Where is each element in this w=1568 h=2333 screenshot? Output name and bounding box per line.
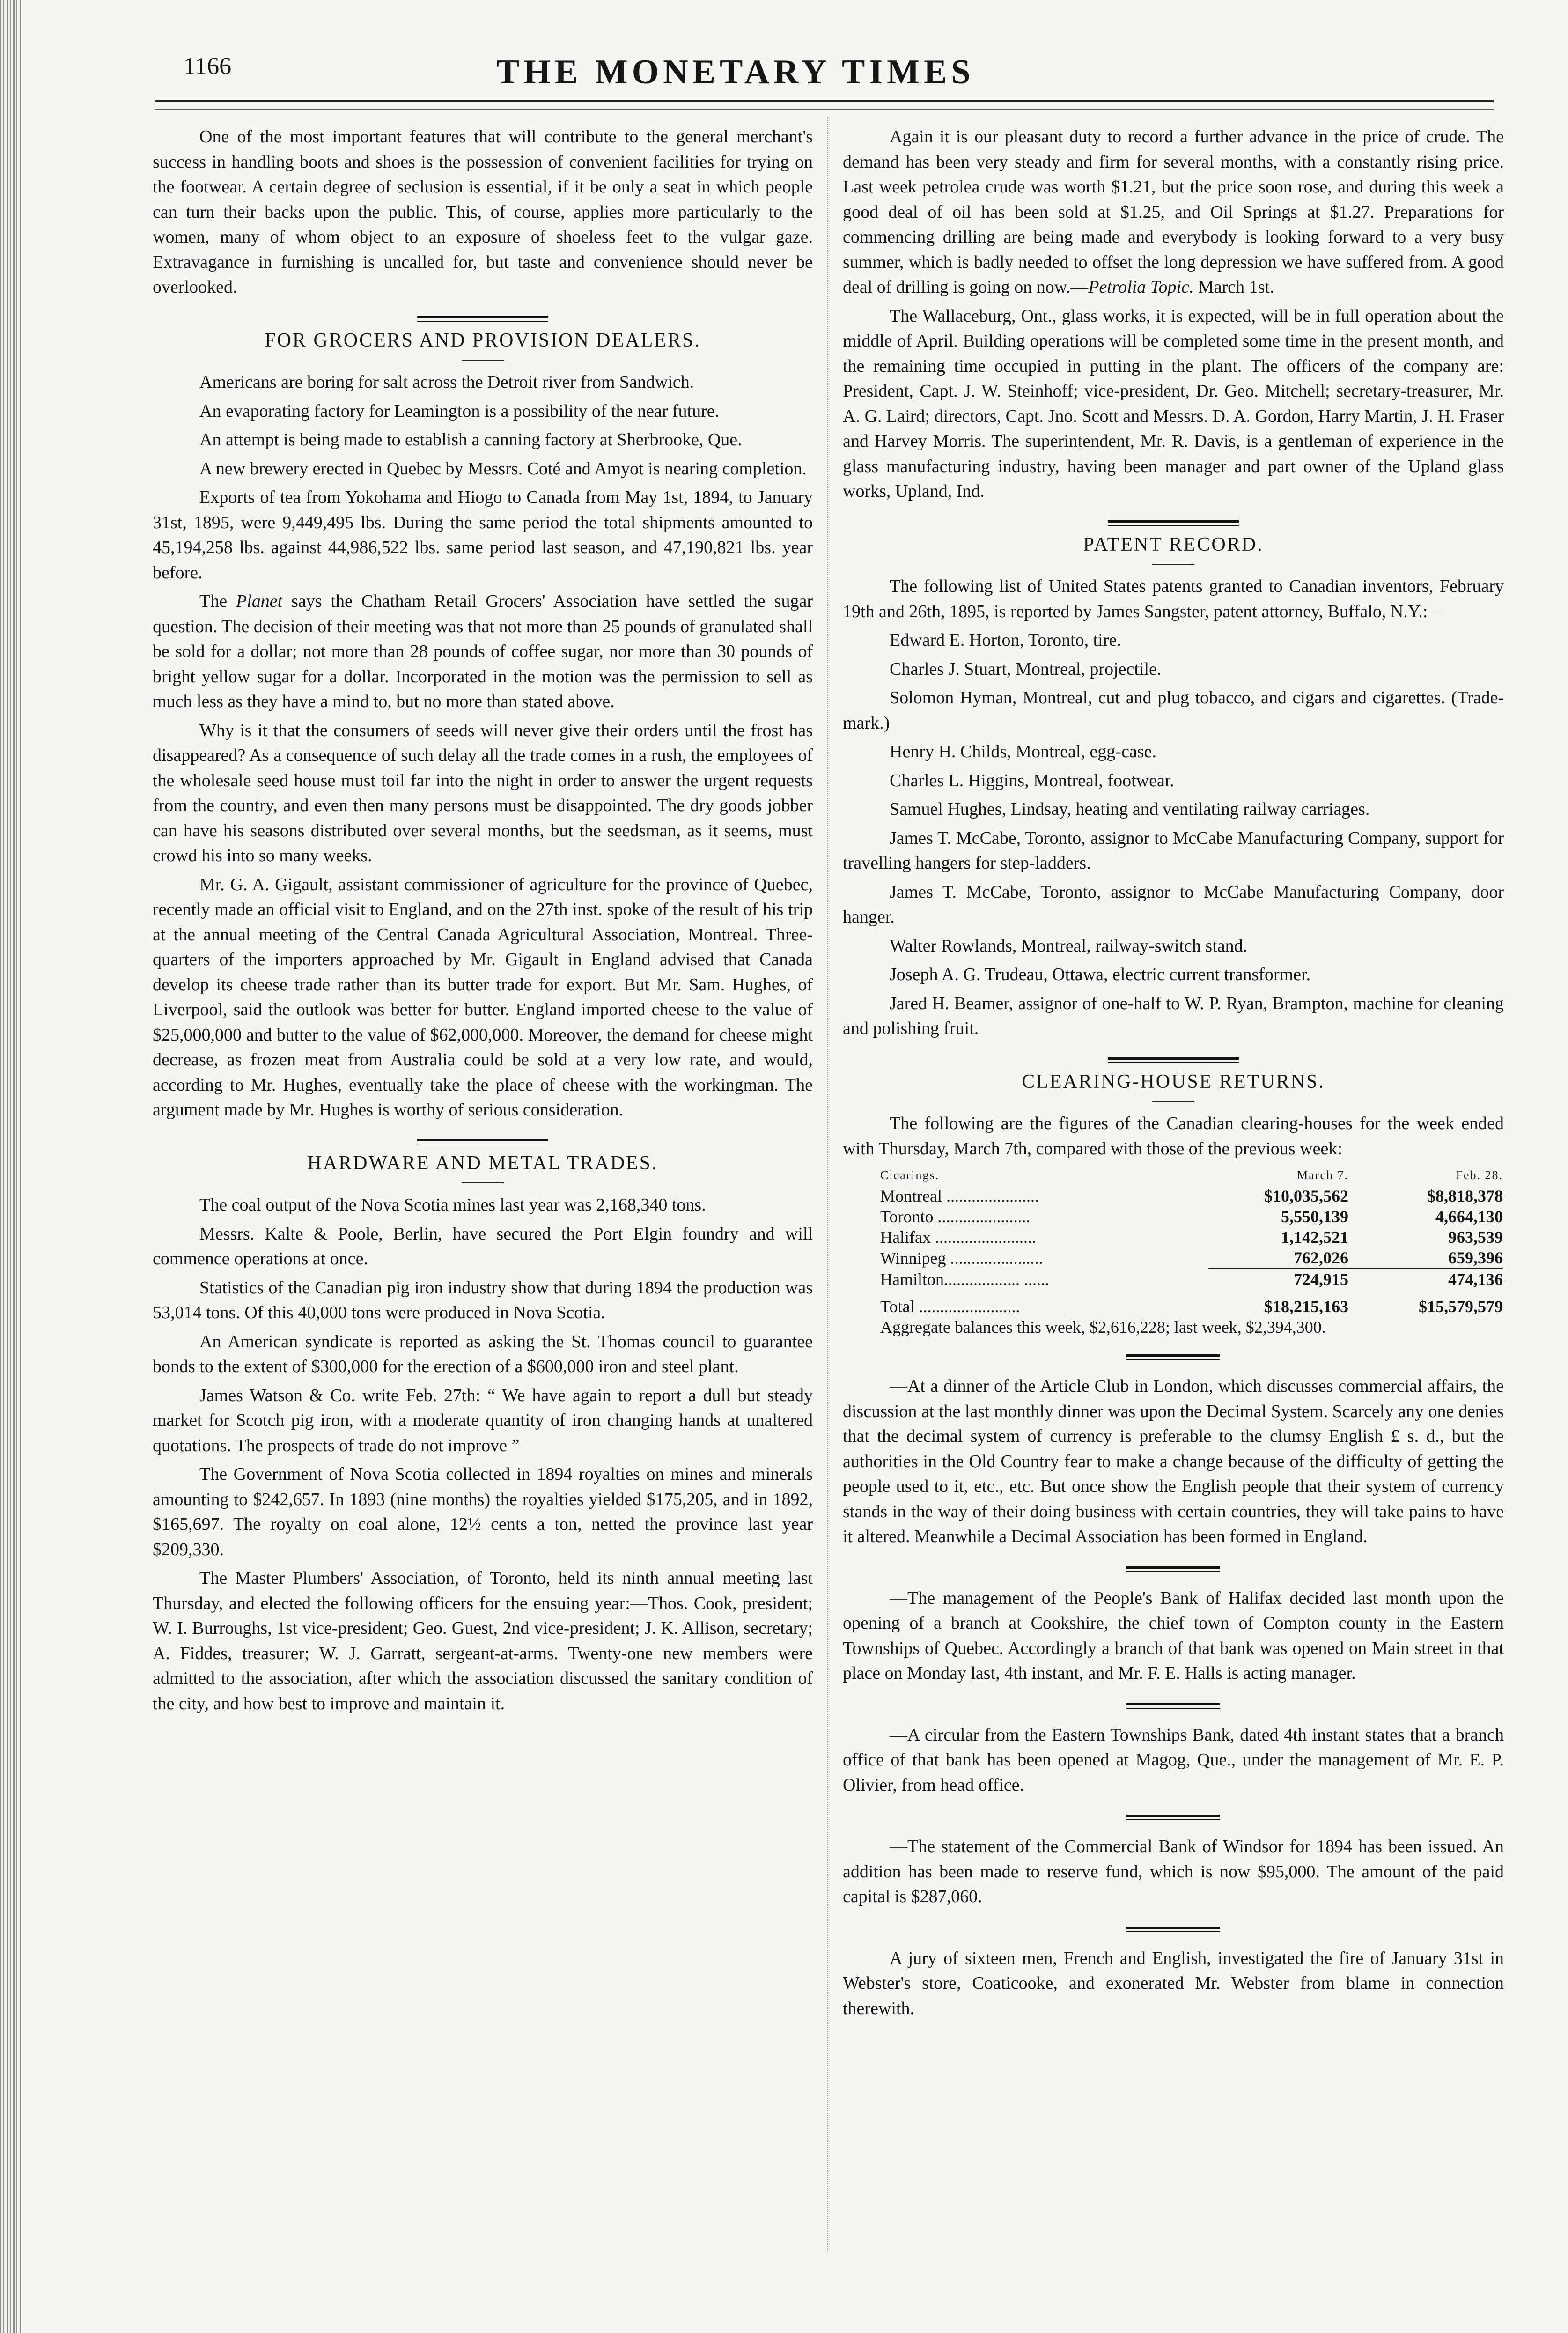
section-rule (1108, 1057, 1239, 1063)
boots-shoes-paragraph: One of the most important features that will contribute to the general merchant's success in handling boots and shoes is the possession of convenient facilities for trying on the footwear. A certain degree of seclusion is essential, if it be only a seat in which people can turn their backs upon the public. This, of course, applies more particularly to the women, many of whom object to an exposure of shoeless feet to the vulgar gaze. Extravagance in furnishing is uncalled for, but taste and convenience should never be overlooked. (153, 127, 813, 297)
table-total-feb28: $15,579,579 (1419, 1297, 1503, 1316)
planet-lead: The (199, 591, 236, 611)
patent-entry: James T. McCabe, Toronto, assignor to McCabe Manufacturing Company, support for travelling hangers for step-ladders. (843, 828, 1504, 873)
patent-entry: Walter Rowlands, Montreal, railway-switch stand. (890, 936, 1248, 956)
grocers-item: An attempt is being made to establish a canning factory at Sherbrooke, Que. (199, 430, 742, 450)
table-header-cell: March 7. (1297, 1168, 1348, 1182)
patent-entry: Joseph A. G. Trudeau, Ottawa, electric current transformer. (890, 965, 1311, 984)
table-header-cell: Clearings. (880, 1168, 940, 1182)
table-total-march7: $18,215,163 (1264, 1297, 1348, 1316)
table-cell-city: Hamilton.................. ...... (880, 1270, 1049, 1289)
item-separator (1126, 1703, 1220, 1709)
table-cell-feb28: $8,818,378 (1427, 1187, 1503, 1205)
planet-newspaper-name: Planet (236, 591, 283, 611)
patent-entry: James T. McCabe, Toronto, assignor to McCabe Manufacturing Company, door hanger. (843, 882, 1504, 927)
commercial-bank-note: —The statement of the Commercial Bank of Windsor for 1894 has been issued. An addition has been made to reserve fund, which is now $95,000. The amount of the paid capital is $287,060. (843, 1837, 1504, 1906)
header-rule-thin (155, 109, 1494, 110)
grocers-item: An evaporating factory for Leamington is a possibility of the near future. (199, 401, 720, 421)
grocers-section-title: FOR GROCERS AND PROVISION DEALERS. (265, 329, 701, 351)
table-row (880, 1248, 1503, 1269)
table-cell-feb28: 659,396 (1448, 1248, 1503, 1267)
table-cell-feb28: 4,664,130 (1435, 1207, 1503, 1226)
left-column (153, 125, 813, 1720)
planet-sugar-paragraph (153, 589, 813, 715)
table-cell-march7: $10,035,562 (1264, 1187, 1348, 1205)
crude-oil-text: Again it is our pleasant duty to record a further advance in the price of crude. The demand has been very steady and firm for several months, with a constantly rising price. Last week petrolea crude was worth $1.21, but the price soon rose, and during this week a good deal of oil has been sold at $1.25, and Oil Springs at $1.27. Preparations for commencing drilling are being made and everybody is looking forward to a very busy summer, which is badly needed to offset the long depression we have suffered from. A good deal of drilling is going on now.— (843, 127, 1504, 297)
table-cell-march7: 1,142,521 (1281, 1228, 1348, 1247)
patent-entry: Edward E. Horton, Toronto, tire. (890, 630, 1121, 650)
planet-body: says the Chatham Retail Grocers' Association have settled the sugar question. The decision of their meeting was that not more than 25 pounds of granulated shall be sold for a dollar; not more than 28 pounds of coffee sugar, nor more than 30 pounds of bright yellow sugar for a dollar. Incorporated in the motion was the permission to sell as much less as they have a mind to, but no more than stated above. (153, 591, 813, 711)
page-binding-edge (0, 0, 21, 2333)
table-cell-city: Winnipeg ...................... (880, 1248, 1043, 1268)
table-cell-city: Toronto ...................... (880, 1207, 1031, 1226)
eastern-townships-bank-note: —A circular from the Eastern Townships Bank, dated 4th instant states that a branch office of that bank has been opened at Magog, Que., under the management of Mr. E. P. Olivier, from head office. (843, 1725, 1504, 1795)
section-rule (417, 316, 548, 322)
item-separator (1126, 1927, 1220, 1932)
item-separator (1126, 1815, 1220, 1820)
item-separator (1126, 1566, 1220, 1572)
table-row (880, 1186, 1503, 1206)
article-club-note: —At a dinner of the Article Club in London, which discusses commercial affairs, the discussion at the last monthly dinner was upon the Decimal System. Scarcely any one denies that the decimal system of currency is preferable to the clumsy English £ s. d., but the authorities in the Old Country fear to make a change because of the difficulty of getting the people used to it, etc., etc. But once show the English people that their system of currency stands in the way of their doing business with certain countries, they will take pains to have it altered. Meanwhile a Decimal Association has been formed in England. (843, 1376, 1504, 1546)
section-dash (462, 360, 504, 361)
column-divider (827, 117, 828, 2252)
patent-intro: The following list of United States patents granted to Canadian inventors, February 19th and 26th, 1895, is reported by James Sangster, patent attorney, Buffalo, N.Y.:— (843, 576, 1504, 621)
hardware-item: An American syndicate is reported as asking the St. Thomas council to guarantee bonds to the extent of $300,000 for the erection of a $600,000 iron and steel plant. (153, 1331, 813, 1376)
hardware-item: Messrs. Kalte & Poole, Berlin, have secured the Port Elgin foundry and will commence operations at once. (153, 1224, 813, 1269)
header-rule (155, 100, 1494, 102)
seeds-paragraph: Why is it that the consumers of seeds will never give their orders until the frost has disappeared? As a consequence of such delay all the trade comes in a rush, the employees of the wholesale seed house must toil far into the night in order to answer the urgent requests from the country, and even then many persons must be disappointed. The dry goods jobber can have his seasons distributed over several months, but the seedsman, as it seems, must crowd his into so many weeks. (153, 720, 813, 865)
hardware-item: The coal output of the Nova Scotia mines last year was 2,168,340 tons. (199, 1195, 706, 1215)
crude-oil-paragraph (843, 125, 1504, 300)
table-row (880, 1206, 1503, 1227)
section-rule (1108, 520, 1239, 526)
patent-entry: Samuel Hughes, Lindsay, heating and ventilating railway carriages. (890, 799, 1370, 819)
page-number: 1166 (184, 53, 232, 80)
aggregate-balances: Aggregate balances this week, $2,616,228; last week, $2,394,300. (880, 1318, 1326, 1336)
table-cell-march7: 724,915 (1208, 1269, 1348, 1290)
section-rule (417, 1139, 548, 1144)
hardware-item: The Master Plumbers' Association, of Toronto, held its ninth annual meeting last Thursday, and elected the following officers for the ensuing year:—Thos. Cook, president; W. I. Burroughs, 1st vice-president; Geo. Guest, 2nd vice-president; J. K. Allison, secretary; A. Fiddes, treasurer; W. J. Garratt, sergeant-at-arms. Twenty-one new members were admitted to the association, after which the association discussed the sanitary condition of the city, and how best to improve and maintain it. (153, 1568, 813, 1713)
patent-entry: Charles J. Stuart, Montreal, projectile. (890, 659, 1162, 679)
clearing-house-table (880, 1165, 1503, 1317)
patent-entry: Charles L. Higgins, Montreal, footwear. (890, 770, 1174, 790)
table-total-row (880, 1290, 1503, 1317)
table-cell-city: Halifax ........................ (880, 1228, 1036, 1247)
table-cell-feb28: 474,136 (1348, 1269, 1503, 1290)
clearing-table-wrapper (843, 1165, 1504, 1337)
table-total-label: Total ........................ (880, 1297, 1020, 1316)
table-row (880, 1227, 1503, 1248)
masthead-title: THE MONETARY TIMES (496, 53, 975, 91)
hardware-item: James Watson & Co. write Feb. 27th: “ We have again to report a dull but steady market for Scotch pig iron, with a moderate quantity of iron changing hands at unaltered quotations. The prospects of trade do not improve ” (153, 1385, 813, 1455)
table-row (880, 1269, 1503, 1290)
table-cell-feb28: 963,539 (1448, 1228, 1503, 1247)
item-separator (1126, 1354, 1220, 1360)
crude-oil-date: March 1st. (1193, 277, 1274, 297)
right-column (843, 125, 1504, 2025)
hardware-item: The Government of Nova Scotia collected in 1894 royalties on mines and minerals amounting to $242,657. In 1893 (nine months) the royalties yielded $175,205, and in 1892, $165,697. The royalty on coal alone, 12½ cents a ton, netted the province last year $209,330. (153, 1464, 813, 1559)
hardware-item: Statistics of the Canadian pig iron industry show that during 1894 the production was 53,014 tons. Of this 40,000 tons were produced in Nova Scotia. (153, 1277, 813, 1322)
section-dash (462, 1182, 504, 1183)
patent-entry: Jared H. Beamer, assignor of one-half to W. P. Ryan, Brampton, machine for cleaning and polishing fruit. (843, 993, 1504, 1038)
table-cell-march7: 5,550,139 (1281, 1207, 1348, 1226)
gigault-paragraph: Mr. G. A. Gigault, assistant commissioner of agriculture for the province of Quebec, recently made an official visit to England, and on the 27th inst. spoke of the result of his trip at the annual meeting of the Central Canada Agricultural Association, Montreal. Three-quarters of the importers approached by Mr. Gigault in England advised that Canada develop its cheese trade rather than its butter trade for export. But Mr. Sam. Hughes, of Liverpool, said the outlook was better for butter. England imported cheese to the value of $25,000,000 and butter to the value of $62,000,000. Moreover, the demand for cheese might decrease, as frozen meat from Australia could be sold at a very low rate, and would, according to Mr. Hughes, eventually take the place of cheese with the workingman. The argument made by Mr. Hughes is worthy of serious consideration. (153, 874, 813, 1120)
patent-entry: Henry H. Childs, Montreal, egg-case. (890, 742, 1156, 761)
patent-section-title: PATENT RECORD. (1083, 533, 1264, 555)
peoples-bank-note: —The management of the People's Bank of Halifax decided last month upon the opening of a branch at Cookshire, the chief town of Compton county in the Eastern Townships of Quebec. Accordingly a branch of that bank was opened on Main street in that place on Monday last, 4th instant, and Mr. F. E. Halls is acting manager. (843, 1588, 1504, 1683)
hardware-section-title: HARDWARE AND METAL TRADES. (307, 1152, 658, 1174)
jury-note: A jury of sixteen men, French and English, investigated the fire of January 31st in Webster's store, Coaticooke, and exonerated Mr. Webster from blame in connection therewith. (843, 1948, 1504, 2018)
grocers-item: Americans are boring for salt across the Detroit river from Sandwich. (199, 372, 694, 392)
clearing-section-title: CLEARING-HOUSE RETURNS. (1022, 1071, 1325, 1093)
table-header-row (880, 1165, 1503, 1186)
table-header-cell: Feb. 28. (1456, 1168, 1503, 1182)
grocers-item: A new brewery erected in Quebec by Messrs. Coté and Amyot is nearing completion. (199, 458, 807, 479)
table-cell-march7: 762,026 (1294, 1248, 1348, 1267)
grocers-item: Exports of tea from Yokohama and Hiogo to Canada from May 1st, 1894, to January 31st, 1895, were 9,449,495 lbs. During the same period the total shipments amounted to 45,194,258 lbs. against 44,986,522 lbs. same period last season, and 47,190,821 lbs. year before. (153, 487, 813, 583)
crude-oil-source: Petrolia Topic. (1088, 277, 1194, 297)
section-dash (1152, 564, 1194, 565)
patent-entry: Solomon Hyman, Montreal, cut and plug tobacco, and cigars and cigarettes. (Trade-mark.) (843, 688, 1504, 733)
clearing-intro: The following are the figures of the Canadian clearing-houses for the week ended with Thursday, March 7th, compared with those of the previous week: (843, 1114, 1504, 1159)
table-cell-city: Montreal ...................... (880, 1187, 1039, 1205)
glass-works-paragraph: The Wallaceburg, Ont., glass works, it is expected, will be in full operation about the middle of April. Building operations will be completed some time in the present month, and the remaining time occupied in putting in the plant. The officers of the company are: President, Capt. J. W. Steinhoff; vice-president, Dr. Geo. Mitchell; secretary-treasurer, Mr. A. G. Laird; directors, Capt. Jno. Scott and Messrs. D. A. Gordon, Harry Martin, J. H. Fraser and Harvey Morris. The superintendent, Mr. R. Davis, is a gentleman of experience in the glass manufacturing industry, having been manager and part owner of the Upland glass works, Upland, Ind. (843, 306, 1504, 501)
section-dash (1152, 1101, 1194, 1102)
